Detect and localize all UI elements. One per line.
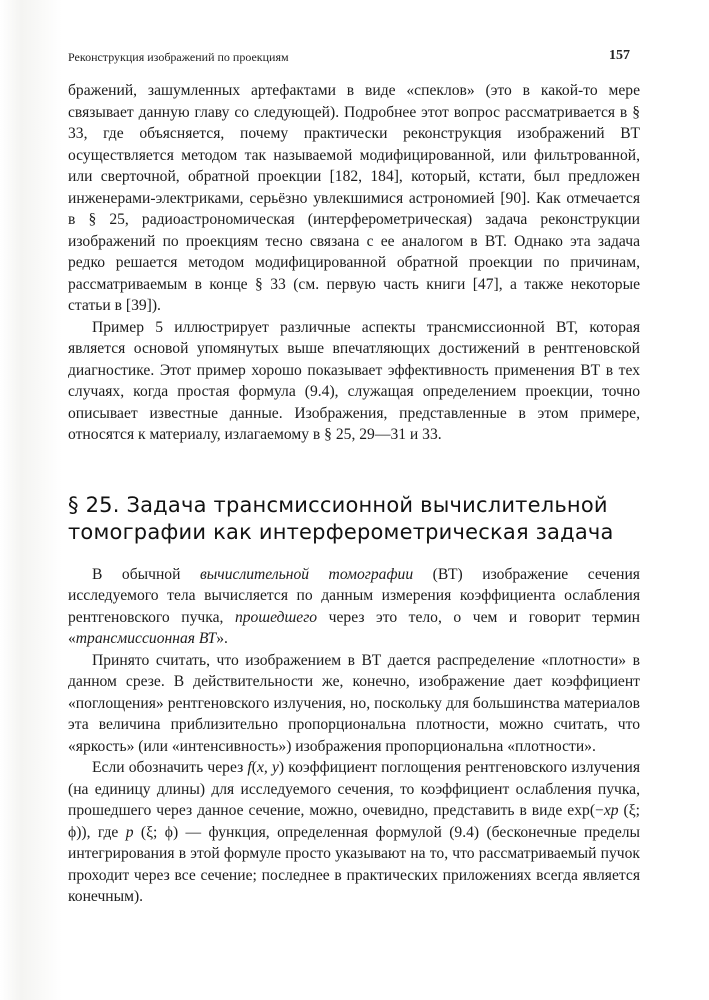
paragraph-continued: бражений, зашумленных артефактами в виде «спеклов» (это в какой-то мере связывает данную главу со следующей). Подробнее этот вопрос рассматривается в § 33, где объясняется, почему практически реконструкция изображений ВТ осуществляется методом так называемой модифицированной, или фильтрованной, или сверточной, обратной проекции [182, 184], который, кстати, был предложен инженерами-электриками, серьёзно увлекшимися астрономией [90]. Как отмечается в § 25, радиоастрономическая (интерферометрическая) задача реконструкции изображений по проекциям тесно связана с ее аналогом в ВТ. Однако эта задача редко решается методом модифицированной обратной проекции по причинам, рассматриваемым в конце § 33 (см. первую часть книги [47], а также некоторые статьи в [39]). — [68, 82, 640, 314]
running-title: Реконструкция изображений по проекциям — [68, 50, 289, 64]
text-run: (ξ; ϕ) — функция, определенная формулой (9.4) (бесконечные пределы интегрирования в этой формуле просто указывают на то, что рассматриваемый пучок проходит через все сечение; последнее в практических приложениях всегда является конечным). — [68, 823, 640, 905]
paragraph-example-5: Пример 5 иллюстрирует различные аспекты трансмиссионной ВТ, которая является основой упомянутых выше впечатляющих достижений в рентгеновской диагностике. Этот пример хорошо показывает эффективность применения ВТ в тех случаях, когда простая формула (9.4), служащая определением проекции, точно описывает известные данные. Изображения, представленные в этом примере, относятся к материалу, излагаемому в § 25, 29—31 и 33. — [68, 318, 640, 443]
text-run: В обычной — [92, 565, 200, 583]
paragraph-density: Принято считать, что изображением в ВТ дается распределение «плотности» в данном срезе. В действительности же, конечно, изображение дает коэффициент «поглощения» рентгеновского излучения, но, поскольку для большинства материалов эта величина приблизительно пропорциональна плотности, можно считать, что «яркость» (или «интенсивность») изображения пропорциональна «плотности». — [68, 651, 640, 755]
page-binding-shadow — [0, 0, 62, 1000]
section-heading — [68, 492, 640, 546]
emphasis-term: прошедшего — [234, 608, 318, 626]
math-symbol: p — [125, 823, 134, 841]
paragraph-definition — [68, 564, 640, 650]
math-symbol: x, y — [256, 759, 279, 776]
text-run: ». — [216, 630, 228, 647]
math-symbol: f — [247, 759, 252, 776]
running-header — [68, 48, 630, 68]
page-number: 157 — [609, 48, 630, 63]
emphasis-term: вычислительной томографии — [199, 565, 414, 583]
section-heading-line-2: томографии как интерферометрическая задача — [68, 519, 614, 544]
page-body — [68, 80, 640, 908]
text-run: (ВТ) изображение сечения исследуемого тела вычисляется по данным измерения коэффициента ослабления рентгеновского пучка, — [68, 565, 640, 626]
section-heading-line-1: § 25. Задача трансмиссионной вычислительной — [68, 492, 608, 517]
text-run: ( — [251, 759, 257, 776]
text-run: ) коэффициент поглощения рентгеновского излучения (на единицу длины) для исследуемого сечения, то коэффициент ослабления пучка, прошедшего через данное сечение, можно, очевидно, представить в виде exp(− — [68, 759, 640, 819]
math-symbol: xp — [603, 802, 619, 819]
text-run: через это тело, о чем и говорит термин « — [68, 608, 640, 647]
text-run: (ξ; ϕ)), где — [68, 802, 640, 841]
text-run: Если обозначить через — [92, 759, 248, 776]
emphasis-term: трансмиссионная ВТ — [75, 630, 217, 647]
paragraph-attenuation — [68, 757, 640, 908]
